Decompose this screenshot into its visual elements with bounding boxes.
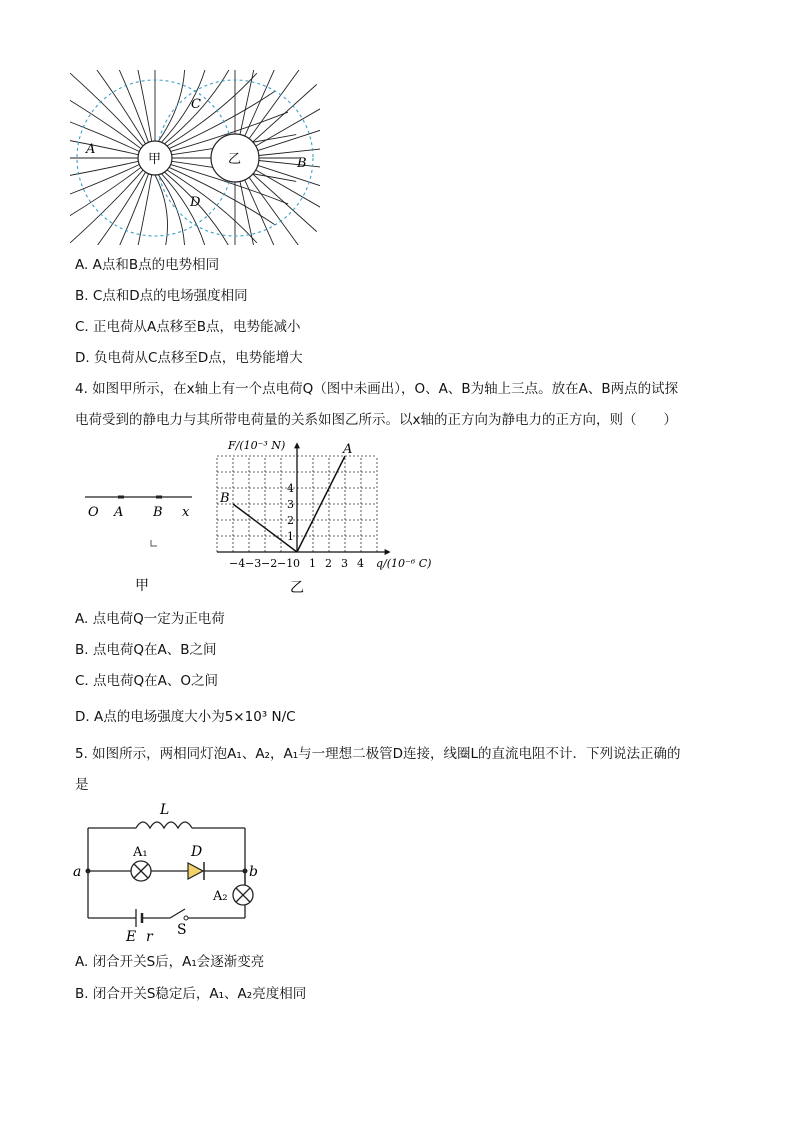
y-tick-label: 3 xyxy=(287,498,294,511)
label-E: E xyxy=(126,929,137,945)
series-label-A: A xyxy=(343,442,353,457)
field-lines-figure xyxy=(70,70,320,245)
field-line xyxy=(259,147,320,156)
y-tick-label: 1 xyxy=(287,530,294,543)
point-B-label: B xyxy=(297,156,307,171)
x-tick-label: 4 xyxy=(357,557,364,570)
q5-circuit-diagram xyxy=(70,798,270,948)
field-line xyxy=(253,84,317,142)
label-L: L xyxy=(160,802,170,818)
q5-stem-line1: 5. 如图所示，两相同灯泡A₁、A₂，A₁与一理想二极管D连接，线圈L的直流电阻不计．下列说法正确的 xyxy=(75,746,681,762)
field-line xyxy=(70,91,141,148)
point-D-label: D xyxy=(190,195,201,210)
field-line xyxy=(70,112,139,151)
x-tick-label: −1 xyxy=(277,557,294,570)
diode-D xyxy=(188,863,203,879)
q4-stem-line2: 电荷受到的静电力与其所带电荷量的关系如图乙所示。以x轴的正方向为静电力的正方向，则（ ） xyxy=(75,412,677,428)
label-r: r xyxy=(146,929,153,945)
point-A-label: A xyxy=(86,142,96,157)
q4-option-c: C. 点电荷Q在A、O之间 xyxy=(75,673,218,689)
label-yi: 乙 xyxy=(228,152,242,167)
q4-fig-yi-chart xyxy=(190,435,445,600)
label-a: a xyxy=(73,864,82,880)
field-line xyxy=(109,174,148,245)
q4-option-a: A. 点电荷Q一定为正电荷 xyxy=(75,611,225,627)
label-A2: A₂ xyxy=(213,889,228,904)
field-line xyxy=(253,174,317,232)
field-line xyxy=(249,177,300,245)
jia-O-label: O xyxy=(88,505,99,520)
label-A1: A₁ xyxy=(133,845,148,860)
x-tick-label: −3 xyxy=(245,557,262,570)
q4-option-b: B. 点电荷Q在A、B之间 xyxy=(75,642,217,658)
label-b: b xyxy=(249,864,258,880)
jia-B-label: B xyxy=(153,505,163,520)
point-C-label: C xyxy=(191,97,201,112)
x-tick-label: −2 xyxy=(261,557,278,570)
q4-stem-line1: 4. 如图甲所示，在x轴上有一个点电荷Q（图中未画出），O、A、B为轴上三点。放在A、B两点的试探 xyxy=(75,381,679,397)
y-tick-label: 4 xyxy=(287,482,294,495)
q4-option-d: D. A点的电场强度大小为5×10³ N/C xyxy=(75,709,296,725)
jia-caption: 甲 xyxy=(135,578,149,594)
q5-option-a: A. 闭合开关S后，A₁会逐渐变亮 xyxy=(75,954,265,970)
chart-x-label: q/(10⁻⁶ C) xyxy=(376,557,432,570)
jia-x-label: x xyxy=(182,505,190,520)
field-line xyxy=(249,70,300,139)
x-tick-label: 1 xyxy=(309,557,316,570)
jia-A-label: A xyxy=(114,505,124,520)
x-tick-label: 0 xyxy=(293,557,300,570)
series-label-B: B xyxy=(220,491,230,506)
field-line xyxy=(70,165,139,204)
y-tick-label: 2 xyxy=(287,514,294,527)
field-line xyxy=(259,161,320,170)
x-tick-label: 2 xyxy=(325,557,332,570)
q5-stem-line2: 是 xyxy=(75,777,89,793)
label-S: S xyxy=(177,922,187,938)
x-tick-label: −4 xyxy=(229,557,246,570)
q3-option-d: D. 负电荷从C点移至D点，电势能增大 xyxy=(75,350,303,366)
inductor-L xyxy=(136,822,192,828)
label-jia: 甲 xyxy=(148,152,162,167)
q5-option-b: B. 闭合开关S稳定后，A₁、A₂亮度相同 xyxy=(75,986,307,1002)
chart-y-label: F/(10⁻³ N) xyxy=(228,439,286,452)
yi-caption: 乙 xyxy=(290,580,304,596)
q3-option-a: A. A点和B点的电势相同 xyxy=(75,257,220,273)
label-D: D xyxy=(191,844,203,860)
q3-option-b: B. C点和D点的电场强度相同 xyxy=(75,288,248,304)
x-tick-label: 3 xyxy=(341,557,348,570)
q3-option-c: C. 正电荷从A点移至B点，电势能减小 xyxy=(75,319,301,335)
field-line xyxy=(70,167,141,224)
